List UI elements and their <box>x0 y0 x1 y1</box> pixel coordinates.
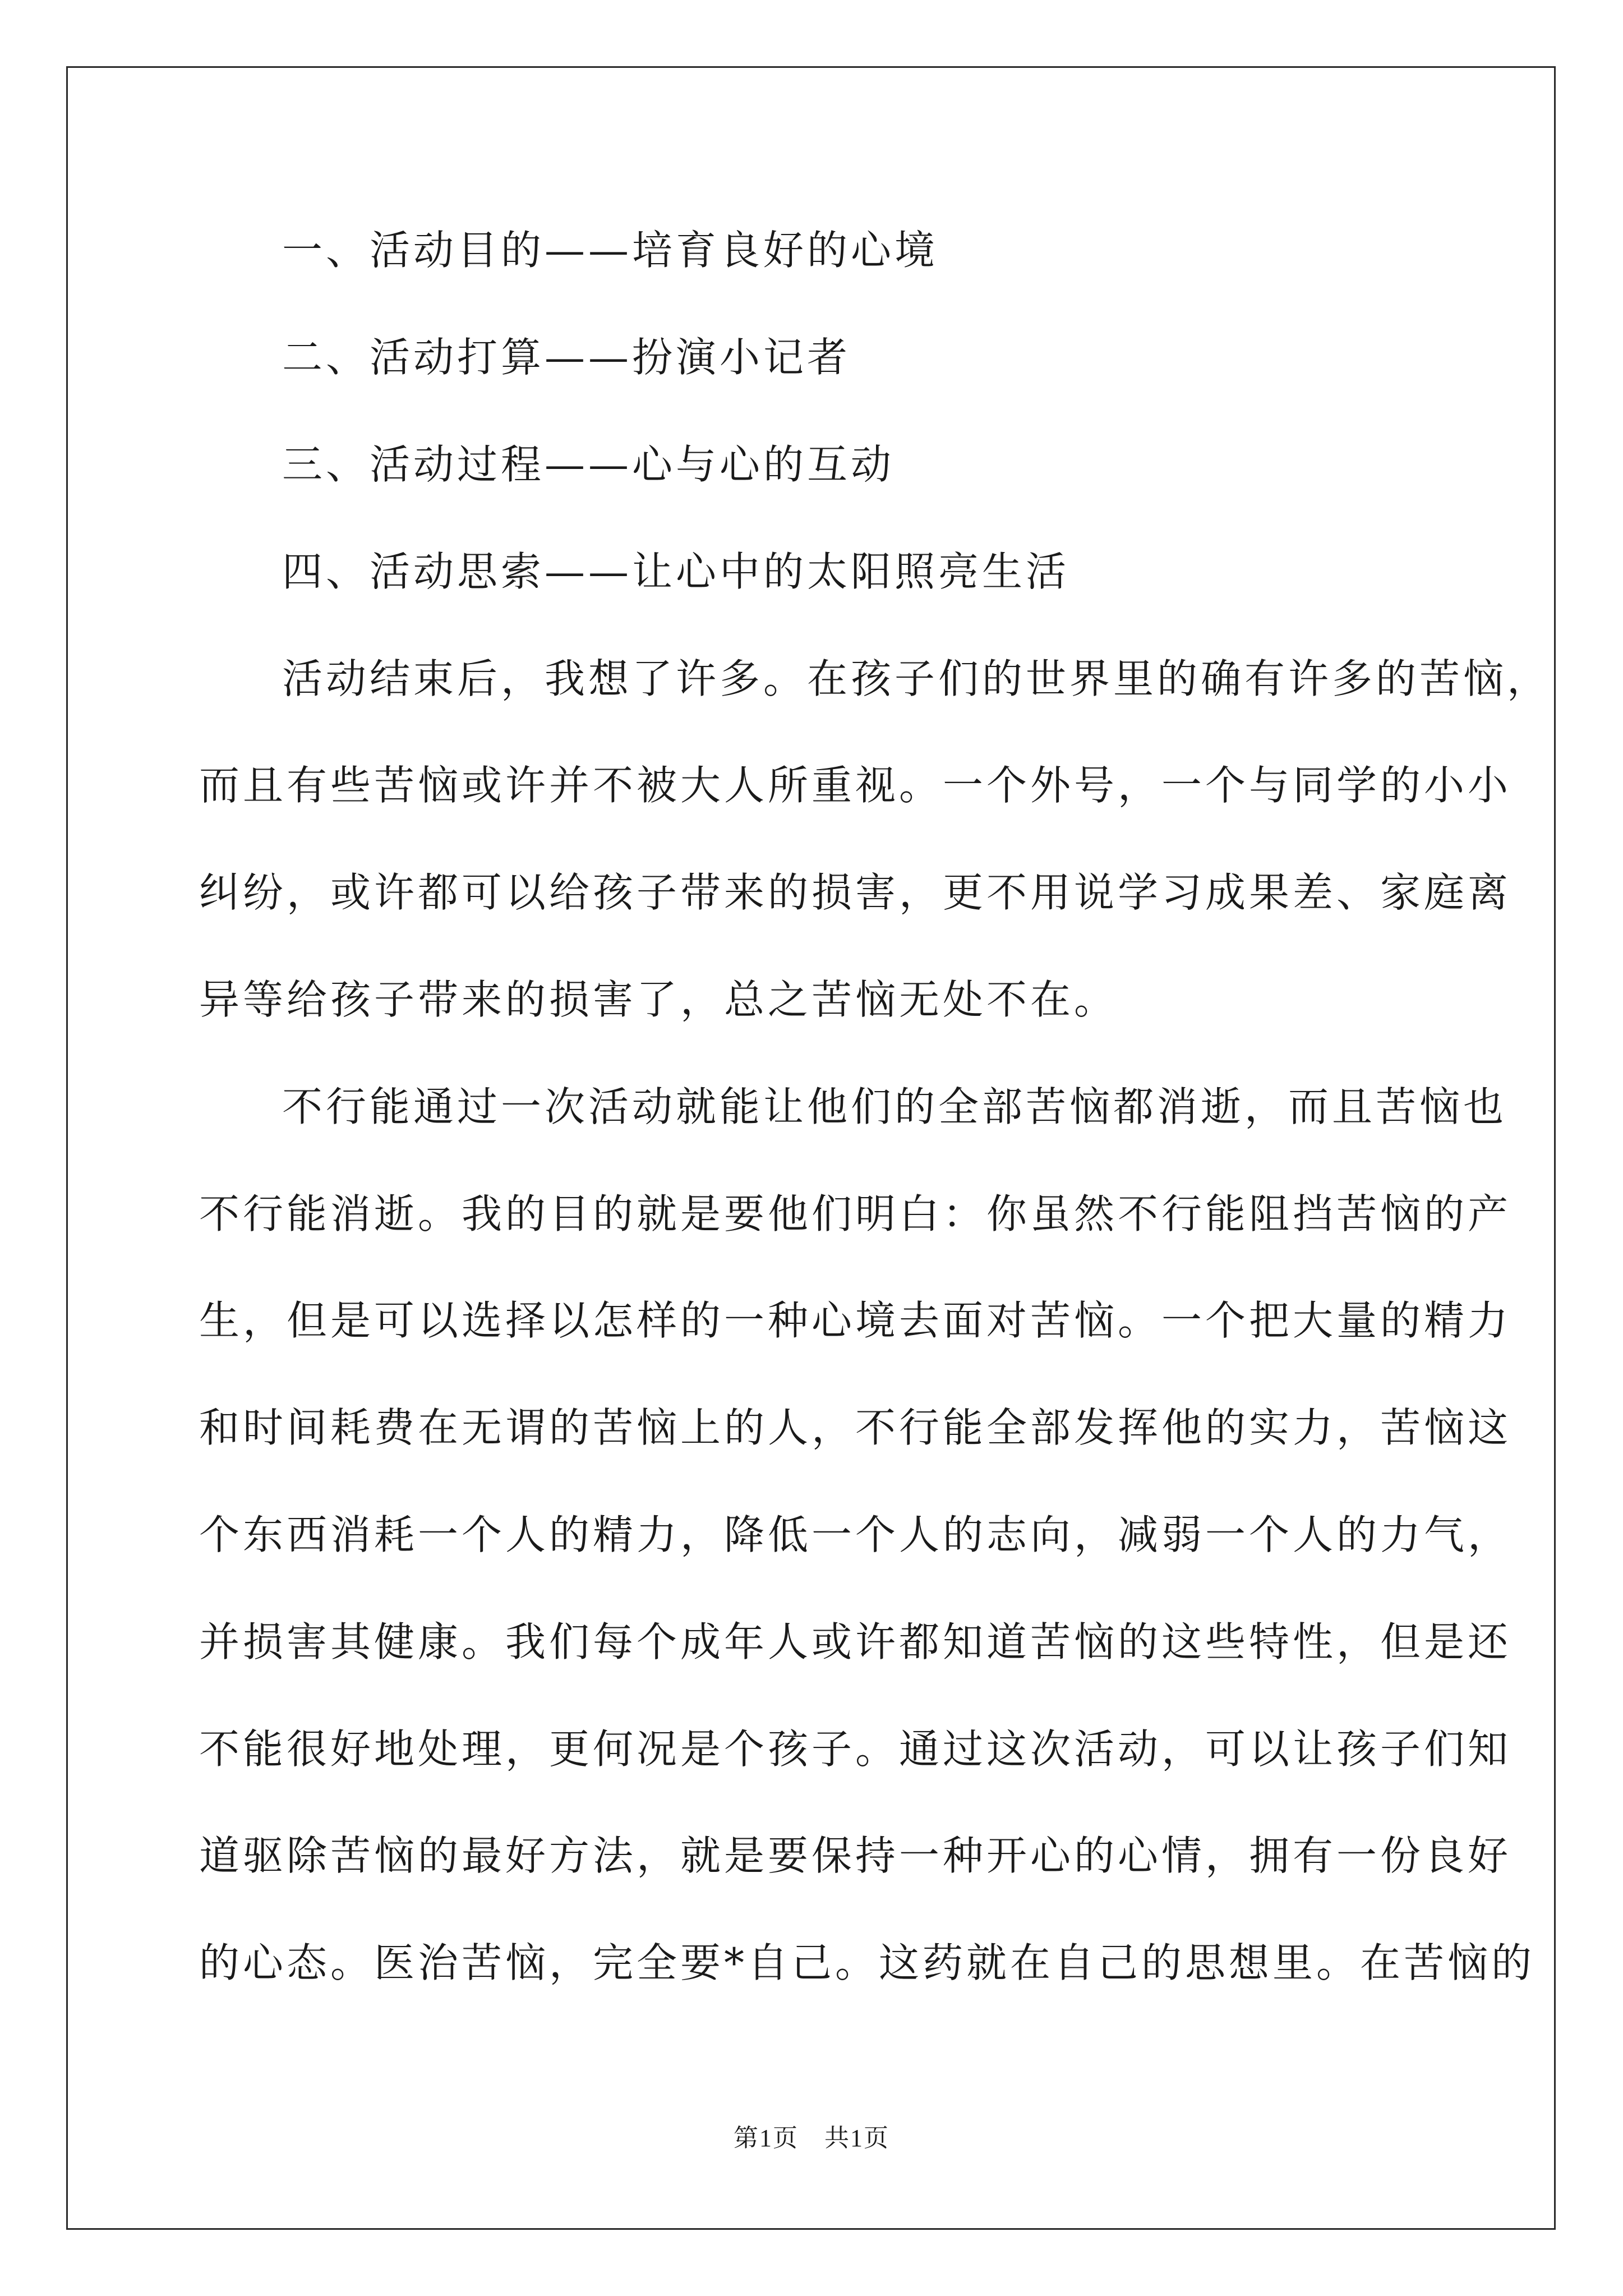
paragraph-2-line-8: 道驱除苦恼的最好方法，就是要保持一种开心的心情，拥有一份良好 <box>199 1832 1512 1879</box>
paragraph-2-line-5: 个东西消耗一个人的精力，降低一个人的志向，减弱一个人的力气， <box>199 1511 1512 1558</box>
paragraph-2-line-6: 并损害其健康。我们每个成年人或许都知道苦恼的这些特性，但是还 <box>199 1618 1512 1665</box>
paragraph-2-line-4: 和时间耗费在无谓的苦恼上的人，不行能全部发挥他的实力，苦恼这 <box>199 1404 1512 1451</box>
paragraph-1-line-1: 活动结束后，我想了许多。在孩子们的世界里的确有许多的苦恼， <box>282 655 1551 702</box>
heading-4: 四、活动思索——让心中的太阳照亮生活 <box>282 548 1070 595</box>
heading-2: 二、活动打算——扮演小记者 <box>282 334 851 381</box>
paragraph-2-line-7: 不能很好地处理，更何况是个孩子。通过这次活动，可以让孩子们知 <box>199 1726 1512 1773</box>
paragraph-2-line-1: 不行能通过一次活动就能让他们的全部苦恼都消逝，而且苦恼也 <box>282 1083 1507 1130</box>
paragraph-2-line-2: 不行能消逝。我的目的就是要他们明白：你虽然不行能阻挡苦恼的产 <box>199 1190 1512 1237</box>
page-border <box>66 66 1556 2230</box>
paragraph-2-line-9: 的心态。医治苦恼，完全要*自己。这药就在自己的思想里。在苦恼的 <box>199 1939 1536 1986</box>
paragraph-2-line-3: 生，但是可以选择以怎样的一种心境去面对苦恼。一个把大量的精力 <box>199 1297 1512 1344</box>
heading-1: 一、活动目的——培育良好的心境 <box>282 227 939 274</box>
heading-3: 三、活动过程——心与心的互动 <box>282 441 895 488</box>
paragraph-1-line-4: 异等给孩子带来的损害了，总之苦恼无处不在。 <box>199 976 1118 1023</box>
paragraph-1-line-2: 而且有些苦恼或许并不被大人所重视。一个外号，一个与同学的小小 <box>199 762 1512 809</box>
paragraph-1-line-3: 纠纷，或许都可以给孩子带来的损害，更不用说学习成果差、家庭离 <box>199 869 1512 916</box>
page-number-footer: 第1页 共1页 <box>734 2124 889 2152</box>
